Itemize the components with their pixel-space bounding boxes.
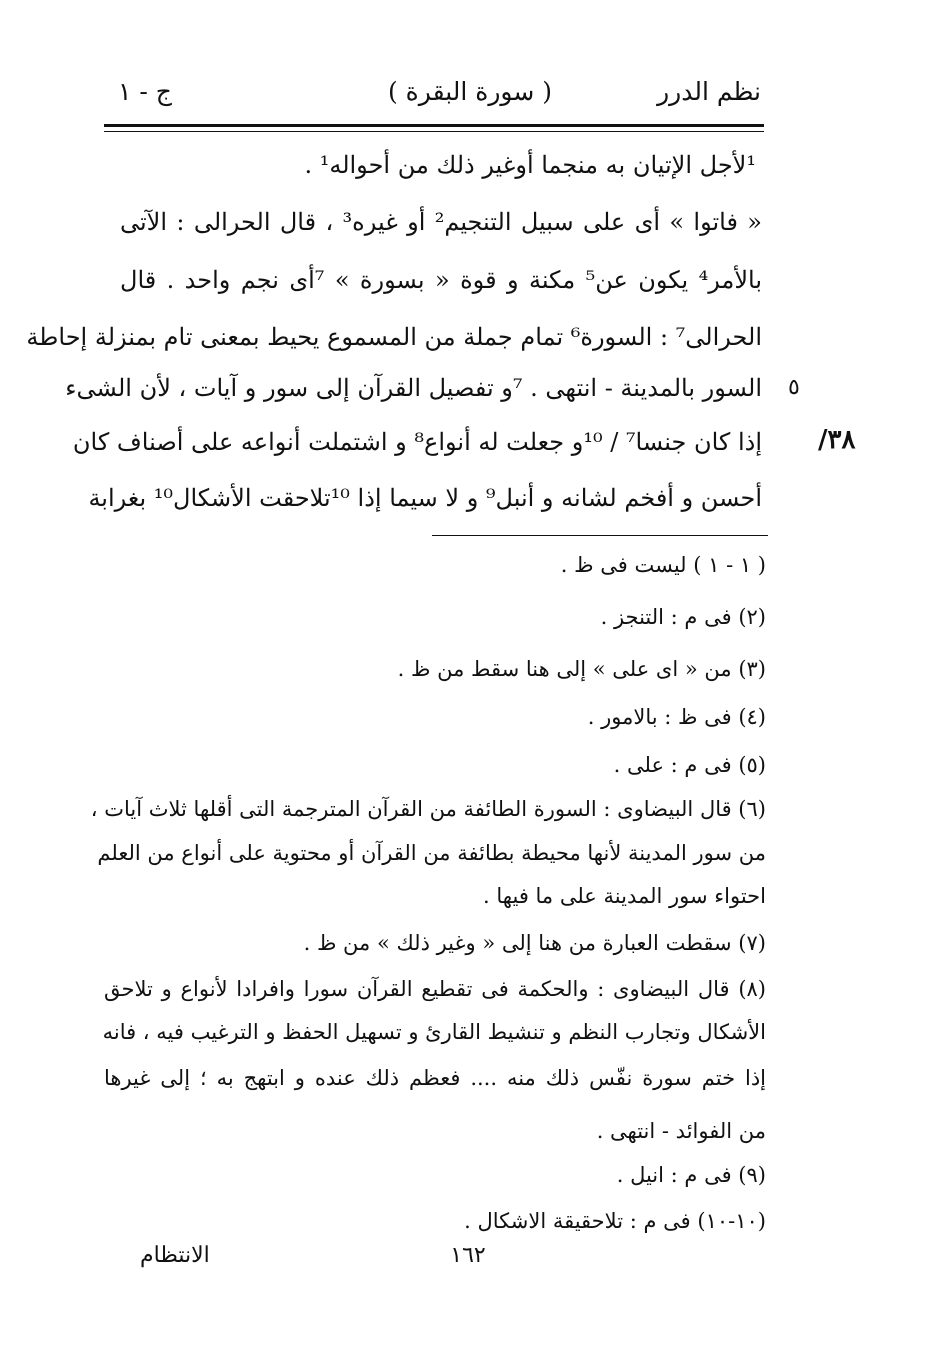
main-line: بالأمر⁴ يكون عن⁵ مكنة و قوة « بسورة » ⁷أى نجم واحد . قال [120,266,762,294]
main-line: ‏¹لأجل الإتيان به منجما أوغير ذلك من أحواله¹ . [304,151,756,179]
footnote: (٦) قال البيضاوى : السورة الطائفة من القرآن المترجمة التى أقلها ثلاث آيات ، [90,797,766,821]
footnote: (١٠-١٠) فى م : تلاحقيقة الاشكال . [464,1209,766,1233]
page-number: ١٦٢ [450,1243,486,1268]
footnote-continuation: من سور المدينة لأنها محيطة بطائفة من القرآن أو محتوية على أنواع من العلم [97,841,766,865]
footnote-continuation: الأشكال وتجارب النظم و تنشيط القارئ و تسهيل الحفظ و الترغيب فيه ، فانه [102,1020,766,1044]
volume-label: ج - ١ [118,77,172,106]
footnote: ( ١ - ١ ) ليست فى ظ . [560,553,766,577]
footnote: (٤) فى ظ : بالامور . [587,705,766,729]
footnote-continuation: احتواء سور المدينة على ما فيها . [483,884,766,908]
footnote-continuation: من الفوائد - انتهى . [596,1119,766,1143]
footnote: (٣) من « اى على » إلى هنا سقط من ظ . [397,657,766,681]
footnote: (٩) فى م : انيل . [616,1163,766,1187]
line-number: ٥ [788,375,800,400]
header-rule [104,124,764,127]
main-line: أحسن و أفخم لشانه و أنبل⁹ و لا سيما إذا ¹⁰تلاحقت الأشكال¹⁰ بغرابة [88,484,762,512]
header-rule-thin [104,131,764,132]
footnote: (٨) قال البيضاوى : والحكمة فى تقطيع القرآن سورا وافرادا لأنواع و تلاحق [104,977,766,1001]
main-line: « فاتوا » أى على سبيل التنجيم² أو غيره³ ، قال الحرالى : الآتى [120,208,762,236]
surah-title: ( سورة البقرة ) [387,77,553,106]
footnote: (٧) سقطت العبارة من هنا إلى « وغير ذلك » من ظ . [303,931,766,955]
catchword: الانتظام [140,1243,210,1268]
book-title: نظم الدرر [657,77,761,106]
footnote: (٢) فى م : التنجز . [600,605,766,629]
marginal-page-ref: ٣٨/ [818,425,856,455]
footnote-continuation: إذا ختم سورة نفّس ذلك منه .... فعظم ذلك عنده و ابتهج به ؛ إلى غيرها [104,1066,766,1090]
main-line: السور بالمدينة - انتهى . ⁷و تفصيل القرآن إلى سور و آيات ، لأن الشىء [65,374,762,402]
main-line: الحرالى⁷ : السورة⁶ تمام جملة من المسموع يحيط بمعنى تام بمنزلة إحاطة [26,323,762,351]
footnote: (٥) فى م : على . [613,753,766,777]
main-line: إذا كان جنسا⁷ / ¹⁰و جعلت له أنواع⁸ و اشتملت أنواعه على أصناف كان [72,428,762,456]
footnote-separator [432,535,768,536]
